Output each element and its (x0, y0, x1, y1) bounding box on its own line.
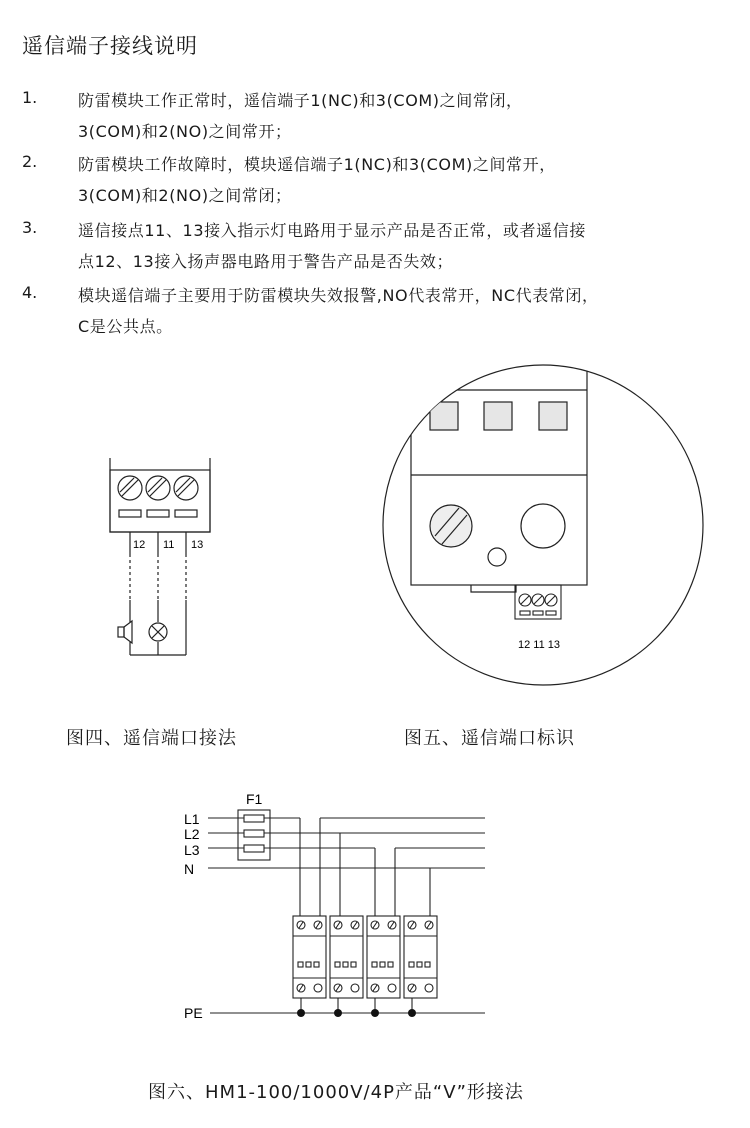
figure4-diagram (100, 450, 220, 670)
terminal-label-12: 12 (133, 539, 146, 551)
indicator-lamp-icon (149, 623, 167, 641)
spd-modules (293, 916, 437, 1017)
line-label-l2: L2 (184, 826, 200, 842)
item-text-line2: 3(COM)和2(NO)之间常闭； (78, 186, 292, 205)
terminal-label-11: 11 (163, 539, 175, 551)
item-text-line2: C是公共点。 (78, 317, 173, 336)
doc-title: 遥信端子接线说明 (22, 34, 198, 58)
line-label-l1: L1 (184, 811, 200, 827)
terminal-label-13: 13 (191, 539, 204, 551)
line-label-n: N (184, 861, 195, 877)
item-text-line2: 点12、13接入扬声器电路用于警告产品是否失效； (78, 252, 454, 271)
item-text-line1: 模块遥信端子主要用于防雷模块失效报警,NO代表常开，NC代表常闭， (78, 286, 599, 305)
terminal-labels: 12 11 13 (518, 639, 561, 651)
speaker-icon (118, 621, 132, 643)
figure6-caption: 图六、HM1-100/1000V/4P产品“V”形接法 (148, 1082, 524, 1103)
item-text-line1: 遥信接点11、13接入指示灯电路用于显示产品是否正常，或者遥信接 (78, 221, 586, 240)
figure5-diagram (338, 360, 748, 690)
pe-label: PE (184, 1005, 203, 1021)
item-number: 4. (22, 283, 38, 302)
figure6-diagram (180, 788, 500, 1028)
fuse-label: F1 (246, 791, 263, 807)
item-number: 2. (22, 152, 38, 171)
figure4-caption: 图四、遥信端口接法 (66, 728, 237, 749)
figure5-caption: 图五、遥信端口标识 (404, 728, 575, 749)
item-text-line2: 3(COM)和2(NO)之间常开； (78, 122, 292, 141)
item-text-line1: 防雷模块工作正常时，遥信端子1(NC)和3(COM)之间常闭， (78, 91, 523, 110)
item-number: 1. (22, 88, 38, 107)
item-number: 3. (22, 218, 38, 237)
item-text-line1: 防雷模块工作故障时，模块遥信端子1(NC)和3(COM)之间常开， (78, 155, 556, 174)
line-label-l3: L3 (184, 842, 200, 858)
